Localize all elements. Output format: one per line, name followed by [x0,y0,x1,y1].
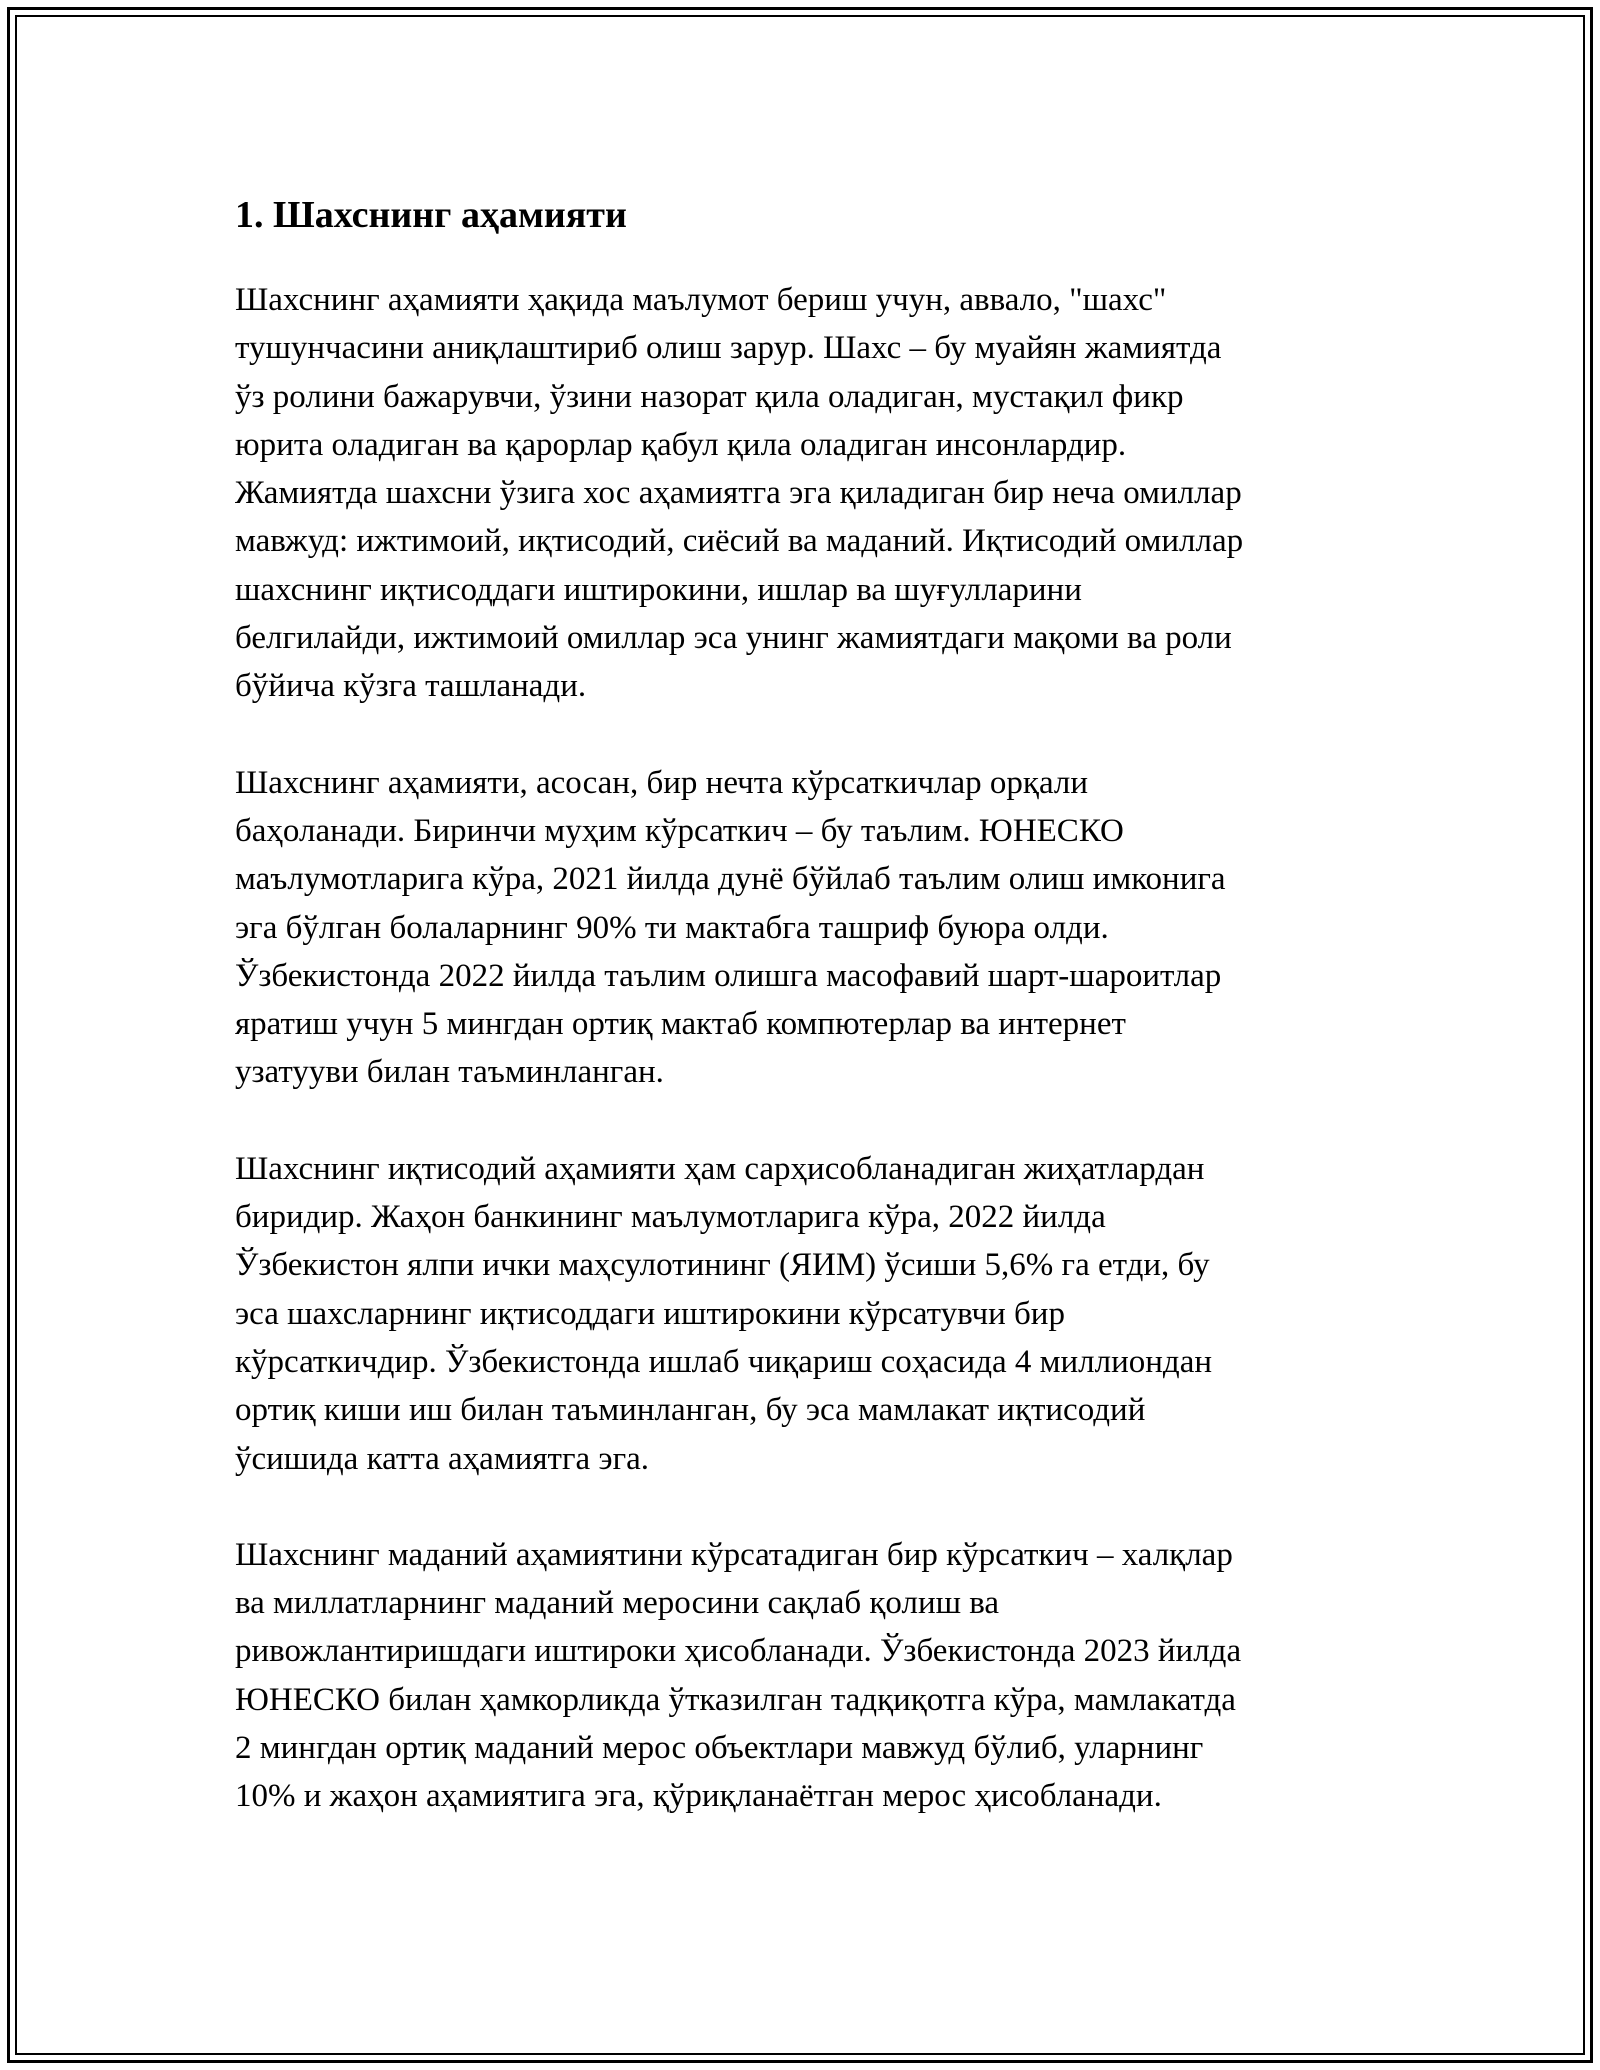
document-body [235,184,1375,1869]
paragraph-definition: Шахснинг аҳамияти ҳақида маълумот бериш учун, аввало, "шахс" тушунчасини аниқлаштириб олиш зарур. Шахс – бу муайян жамиятда ўз ролини бажарувчи, ўзини назорат қила оладиган, мустақил фикр юрита оладиган ва қарорлар қабул қила оладиган инсонлардир. Жамиятда шахсни ўзига хос аҳамиятга эга қиладиган бир неча омиллар мавжуд: ижтимоий, иқтисодий, сиёсий ва маданий. Иқтисодий омиллар шахснинг иқтисоддаги иштирокини, ишлар ва шуғулларини белгилайди, ижтимоий омиллар эса унинг жамиятдаги мақоми ва роли бўйича кўзга ташланади. [235,282,1244,705]
paragraph-culture: Шахснинг маданий аҳамиятини кўрсатадиган бир кўрсаткич – халқлар ва миллатларнинг маданий меросини сақлаб қолиш ва ривожлантиришдаги иштироки ҳисобланади. Ўзбекистонда 2023 йилда ЮНЕСКО билан ҳамкорликда ўтказилган тадқиқотга кўра, мамлакатда 2 мингдан ортиқ маданий мерос объектлари мавжуд бўлиб, уларнинг 10% и жаҳон аҳамиятига эга, қўриқланаётган мерос ҳисобланади. [235,1536,1242,1815]
paragraph-education: Шахснинг аҳамияти, асосан, бир нечта кўрсаткичлар орқали баҳоланади. Биринчи муҳим кўрсаткич – бу таълим. ЮНЕСКО маълумотларига кўра, 2021 йилда дунё бўйлаб таълим олиш имконига эга бўлган болаларнинг 90% ти мактабга ташриф буюра олди. Ўзбекистонда 2022 йилда таълим олишга масофавий шарт-шароитлар яратиш учун 5 мингдан ортиқ мактаб компютерлар ва интернет узатууви билан таъминланган. [235,764,1226,1091]
paragraph-economy: Шахснинг иқтисодий аҳамияти ҳам сарҳисобланадиган жиҳатлардан биридир. Жаҳон банкининг маълумотларига кўра, 2022 йилда Ўзбекистон ялпи ички маҳсулотининг (ЯИМ) ўсиши 5,6% га етди, бу эса шахсларнинг иқтисоддаги иштирокини кўрсатувчи бир кўрсаткичдир. Ўзбекистонда ишлаб чиқариш соҳасида 4 миллиондан ортиқ киши иш билан таъминланган, бу эса мамлакат иқтисодий ўсишида катта аҳамиятга эга. [235,1150,1213,1477]
section-title: 1. Шахснинг аҳамияти [235,194,627,236]
